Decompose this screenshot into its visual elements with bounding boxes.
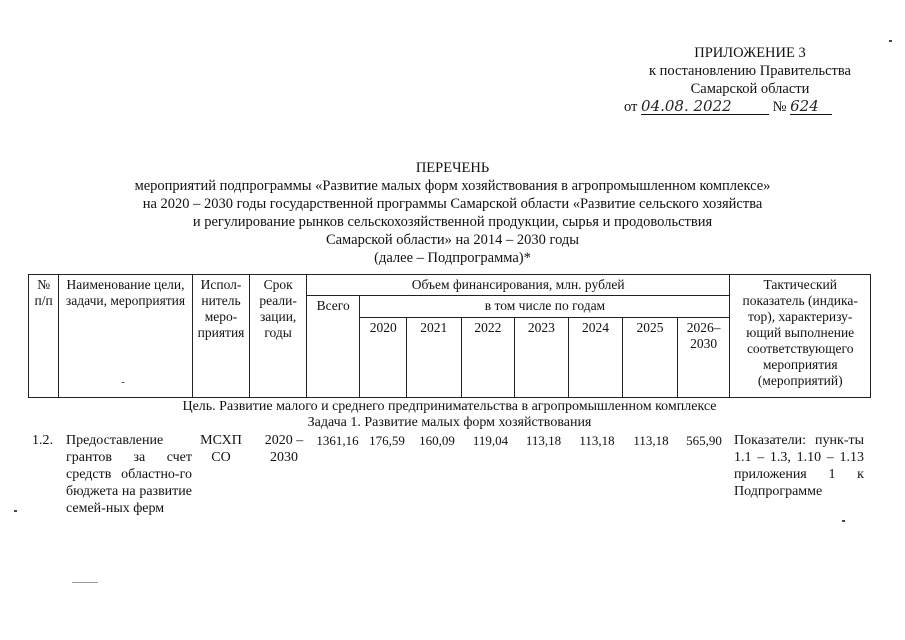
- header-year-2021: 2021: [406, 318, 461, 398]
- heading-line-4: Самарской области» на 2014 – 2030 годы: [325, 232, 580, 248]
- scan-speck: [14, 510, 17, 512]
- heading-line-3: и регулирование рынков сельскохозяйственной продукции, сырья и продовольствия: [192, 214, 713, 230]
- heading-line-1: мероприятий подпрограммы «Развитие малых форм хозяйствования в агропромышленном комплексе»: [134, 178, 771, 194]
- header-year-2023: 2023: [515, 318, 569, 398]
- row-name: Предоставление грантов за счет средств областно-го бюджета на развитие семей-ных ферм: [66, 433, 192, 516]
- row-value-2022: 119,04: [472, 433, 509, 448]
- scan-speck: [72, 582, 98, 583]
- task-line: Задача 1. Развитие малых форм хозяйствования: [307, 415, 592, 430]
- scan-speck: [842, 520, 845, 522]
- header-name-mark: -: [121, 377, 125, 388]
- row-value-2021: 160,09: [419, 433, 455, 448]
- row-value-2026-2030: 565,90: [686, 433, 722, 448]
- header-year-2025: 2025: [623, 318, 678, 398]
- header-exec: Испол-нитель меро-приятия: [192, 275, 250, 398]
- heading-title: ПЕРЕЧЕНЬ: [415, 160, 490, 176]
- header-name-text: Наименование цели, задачи, мероприятия: [65, 277, 186, 308]
- appendix-line-1: к постановлению Правительства: [649, 63, 851, 79]
- row-value-2025: 113,18: [633, 433, 669, 448]
- row-number: 1.2.: [32, 433, 53, 448]
- number-label: №: [772, 99, 787, 115]
- row-value-2024: 113,18: [579, 433, 615, 448]
- appendix-title: ПРИЛОЖЕНИЕ 3: [694, 45, 806, 61]
- heading-line-2: на 2020 – 2030 годы государственной программы Самарской области «Развитие сельского хозяйства: [142, 196, 763, 212]
- handwritten-number: 624: [790, 98, 832, 115]
- goal-line: Цель. Развитие малого и среднего предпринимательства в агропромышленном комплексе: [182, 399, 717, 414]
- handwritten-date: 04.08. 2022: [641, 98, 769, 115]
- measures-table-header: [28, 274, 871, 398]
- header-indicator: Тактический показатель (индика-тор), характеризу-ющий выполнение соответствующего мероприятия (мероприятий): [730, 275, 871, 398]
- row-term: 2020 – 2030: [264, 433, 304, 465]
- header-by-year: в том числе по годам: [360, 296, 730, 318]
- header-total: Всего: [306, 296, 360, 398]
- header-term: Срок реали-зации, годы: [250, 275, 307, 398]
- header-year-2026-2030: 2026–2030: [677, 318, 730, 398]
- heading-line-5: (далее – Подпрограмма)*: [374, 250, 531, 266]
- row-executor: МСХП СО: [200, 433, 242, 465]
- header-funding: Объем финансирования, млн. рублей: [306, 275, 730, 296]
- appendix-block: [600, 44, 900, 116]
- appendix-line-2: Самарской области: [690, 81, 810, 97]
- row-value-2020: 176,59: [369, 433, 405, 448]
- header-num: № п/п: [29, 275, 59, 398]
- from-label: от: [624, 99, 638, 115]
- scan-speck: [889, 40, 892, 42]
- row-value-2023: 113,18: [525, 433, 562, 448]
- header-year-2024: 2024: [568, 318, 623, 398]
- header-year-2020: 2020: [360, 318, 406, 398]
- document-heading: [80, 159, 825, 267]
- row-total: 1361,16: [316, 433, 359, 448]
- header-year-2022: 2022: [461, 318, 515, 398]
- row-indicator: Показатели: пунк-ты 1.1 – 1.3, 1.10 – 1.13 приложения 1 к Подпрограмме: [734, 433, 864, 499]
- appendix-date-line: [600, 98, 900, 116]
- header-name: [59, 275, 192, 398]
